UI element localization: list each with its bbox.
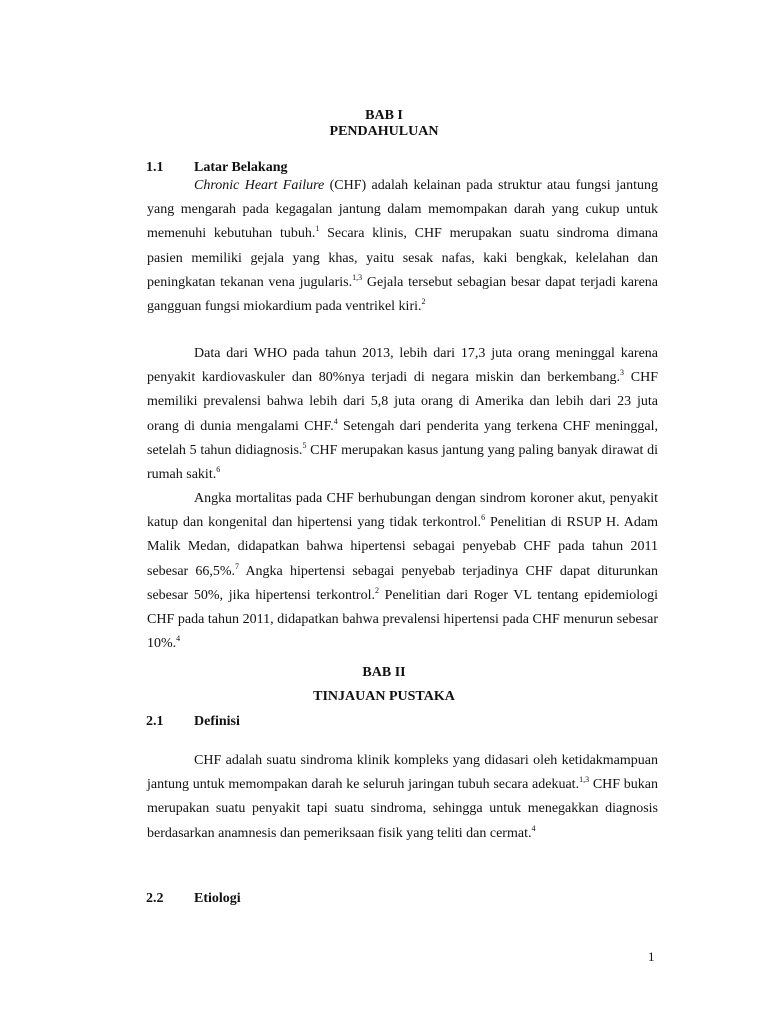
chapter-subtitle: PENDAHULUAN bbox=[329, 124, 439, 139]
citation: 1,3 bbox=[579, 775, 590, 785]
citation: 3 bbox=[620, 368, 625, 378]
section-number: 2.1 bbox=[146, 714, 164, 729]
paragraph-2: Data dari WHO pada tahun 2013, lebih dari 17,3 juta orang meninggal karena penyakit kardiovaskuler dan 80%nya terjadi di negara miskin dan berkembang.$^3$ CHF memiliki prevalensi bahwa lebih dari 5,8 juta orang di Amerika dan lebih dari 23 juta orang di dunia mengalami CHF.$^4$ Setengah dari penderita yang terkena CHF meninggal, setelah 5 tahun didiagnosis.$^5$ CHF merupakan kasus jantung yang paling banyak dirawat di rumah sakit.$^6$ bbox=[147, 346, 659, 483]
italic-term: Chronic Heart Failure bbox=[194, 178, 325, 193]
section-number: 1.1 bbox=[146, 160, 164, 175]
citation: 2 bbox=[421, 297, 426, 307]
page-number: 1 bbox=[648, 949, 655, 964]
citation: 4 bbox=[531, 823, 536, 833]
citation: 7 bbox=[235, 561, 240, 571]
chapter-subtitle: TINJAUAN PUSTAKA bbox=[313, 689, 455, 704]
citation: 4 bbox=[176, 634, 181, 644]
citation: 6 bbox=[481, 513, 486, 523]
paragraph-1: Chronic Heart Failure (CHF) adalah kelainan pada struktur atau fungsi jantung yang mengarah pada kegagalan jantung dalam memompakan darah yang cukup untuk memenuhi kebutuhan tubuh.$^1$ Secara klinis, CHF merupakan suatu sindroma dimana pasien memiliki gejala yang khas, yaitu sesak nafas, kaki bengkak, kelelahan dan peningkatan tekanan vena jugularis.$^{1,3}$ Gejala tersebut sebagian besar dapat terjadi karena gangguan fungsi miokardium pada ventrikel kiri.$^2$ bbox=[147, 178, 659, 315]
section-number: 2.2 bbox=[146, 891, 164, 906]
citation: 1 bbox=[315, 224, 320, 234]
section-title: Latar Belakang bbox=[194, 160, 288, 175]
chapter-title: BAB II bbox=[362, 665, 406, 680]
paragraph-3: Angka mortalitas pada CHF berhubungan dengan sindrom koroner akut, penyakit katup dan kongenital dan hipertensi yang tidak terkontrol.$^6$ Penelitian di RSUP H. Adam Malik Medan, didapatkan bahwa hipertensi sebagai penyebab CHF pada tahun 2011 sebesar 66,5%.$^7$ Angka hipertensi sebagai penyebab terjadinya CHF dapat diturunkan sebesar 50%, jika hipertensi terkontrol.$^2$ Penelitian dari Roger VL tentang epidemiologi CHF pada tahun 2011, didapatkan bahwa prevalensi hipertensi pada CHF menurun sebesar 10%.$^4$ bbox=[147, 491, 658, 652]
section-title: Definisi bbox=[194, 714, 240, 729]
citation: 6 bbox=[216, 465, 221, 475]
chapter-title: BAB I bbox=[365, 108, 403, 123]
section-title: Etiologi bbox=[194, 891, 241, 906]
citation: 2 bbox=[374, 585, 379, 595]
citation: 1,3 bbox=[352, 272, 363, 282]
paragraph-4: CHF adalah suatu sindroma klinik kompleks yang didasari oleh ketidakmampuan jantung untuk memompakan darah ke seluruh jaringan tubuh secara adekuat.$^{1,3}$ CHF bukan merupakan suatu penyakit tapi suatu sindroma, sehingga untuk menegakkan diagnosis berdasarkan anamnesis dan pemeriksaan fisik yang teliti dan cermat.$^4$ bbox=[147, 753, 658, 841]
citation: 5 bbox=[302, 440, 307, 450]
citation: 4 bbox=[333, 416, 338, 426]
